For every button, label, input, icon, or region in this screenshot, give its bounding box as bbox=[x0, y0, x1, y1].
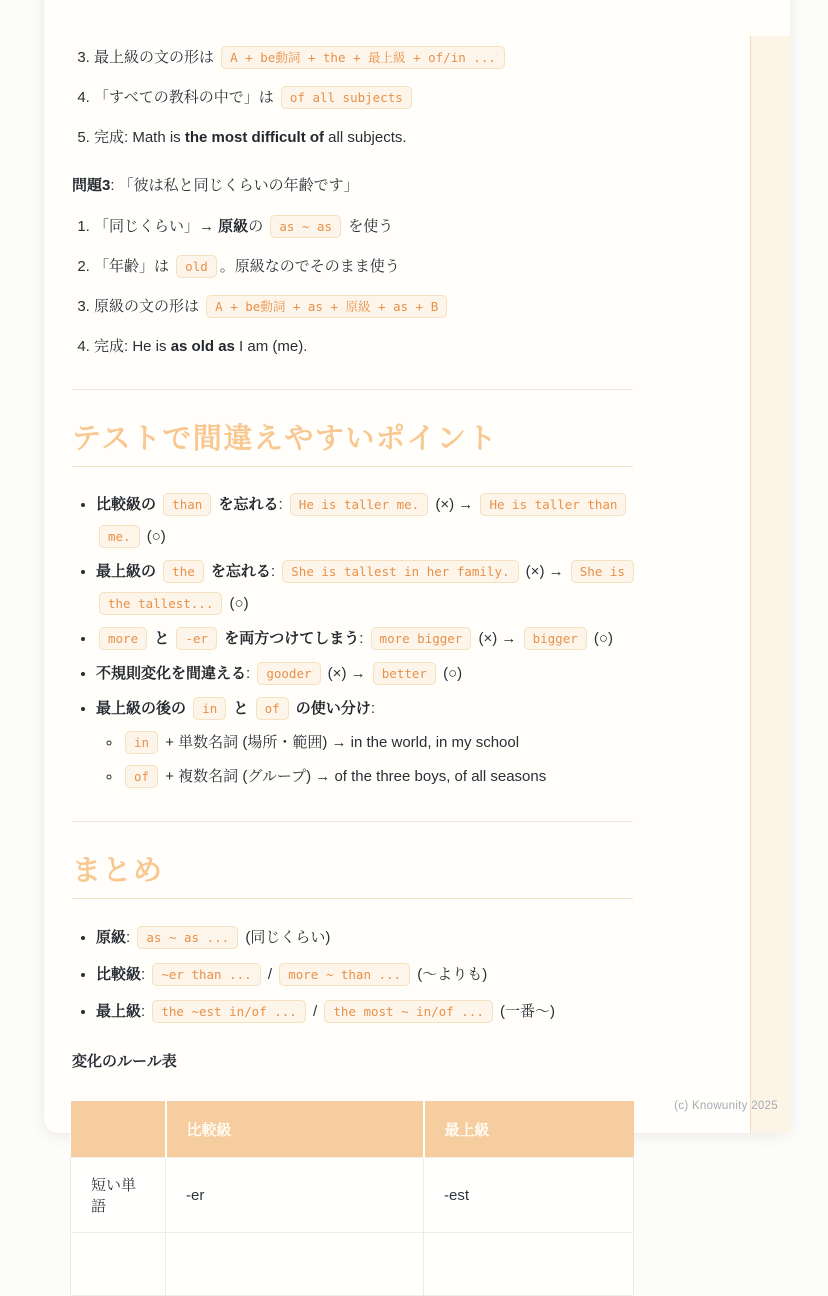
list-item bbox=[96, 921, 633, 954]
text-run: 。原級なのでそのまま使う bbox=[219, 258, 400, 275]
inline-code: more bbox=[99, 627, 147, 650]
inline-code: He is taller me. bbox=[290, 493, 428, 516]
inline-code: the bbox=[163, 560, 204, 583]
bold-text: を忘れる bbox=[206, 563, 271, 580]
bold-text: the most difficult of bbox=[184, 129, 325, 146]
text-run: (×) → bbox=[323, 665, 370, 682]
text-run: 完成: He is bbox=[94, 338, 171, 355]
text-run: : 「彼は私と同じくらいの年齢です」 bbox=[110, 177, 359, 194]
inline-code: A + be動詞 + the + 最上級 + of/in ... bbox=[221, 46, 505, 69]
text-run: (○) bbox=[438, 665, 463, 682]
bold-text: 原級 bbox=[218, 218, 249, 235]
mistakes-list bbox=[72, 489, 633, 793]
document-content bbox=[72, 0, 633, 1296]
table-header-cell bbox=[71, 1101, 166, 1158]
bold-text: 最上級の後の bbox=[96, 700, 191, 717]
bold-text: 原級 bbox=[96, 929, 127, 946]
text-run bbox=[96, 700, 375, 717]
inline-code: of all subjects bbox=[281, 86, 412, 109]
text-run: : bbox=[126, 929, 135, 946]
table-cell bbox=[166, 1233, 424, 1296]
bold-text: as old as bbox=[170, 338, 235, 355]
text-run: (〜よりも) bbox=[413, 966, 488, 983]
superlative-steps-list bbox=[72, 43, 633, 152]
bold-text: 最上級 bbox=[96, 1003, 142, 1020]
table-cell: 短い単語 bbox=[71, 1158, 166, 1233]
inline-code: -er bbox=[176, 627, 217, 650]
list-item bbox=[96, 489, 633, 553]
inline-code: A + be動詞 + as + 原級 + as + B bbox=[206, 295, 447, 318]
text-run: : bbox=[141, 966, 150, 983]
inline-code: the ~est in/of ... bbox=[152, 1000, 305, 1023]
list-item bbox=[96, 556, 633, 620]
inline-code: old bbox=[176, 255, 217, 278]
text-run: (○) bbox=[589, 630, 613, 647]
inline-code: in bbox=[125, 731, 158, 754]
positive-steps-list bbox=[72, 212, 633, 361]
problem3-label bbox=[72, 171, 633, 200]
section-title-summary: まとめ bbox=[72, 854, 633, 899]
text-run: all subjects. bbox=[324, 129, 407, 146]
text-run: 原級の文の形は bbox=[94, 298, 204, 315]
text-run: の bbox=[248, 218, 268, 235]
section-title-mistakes: テストで間違えやすいポイント bbox=[72, 422, 633, 467]
text-run: 「年齢」は bbox=[94, 258, 174, 275]
table-header-cell: 比較級 bbox=[166, 1101, 424, 1158]
text-run: (○) bbox=[225, 595, 249, 612]
inline-code: He is taller than me. bbox=[99, 493, 626, 548]
list-item bbox=[96, 995, 633, 1028]
text-run: 最上級の文の形は bbox=[94, 49, 219, 66]
inline-code: ~er than ... bbox=[152, 963, 260, 986]
table-cell bbox=[71, 1233, 166, 1296]
table-caption: 変化のルール表 bbox=[72, 1053, 177, 1070]
in-of-usage-sublist bbox=[96, 727, 633, 793]
conjugation-rules-table bbox=[70, 1101, 634, 1296]
section-divider bbox=[72, 821, 633, 822]
inline-code: of bbox=[256, 697, 289, 720]
bold-text: 不規則変化を間違える bbox=[96, 665, 247, 682]
text-run: (一番〜) bbox=[495, 1003, 556, 1020]
text-run: (○) bbox=[142, 528, 166, 545]
inline-code: more bigger bbox=[371, 627, 472, 650]
table-cell bbox=[424, 1233, 634, 1296]
table-row-partial bbox=[71, 1233, 634, 1296]
text-run: : bbox=[278, 496, 287, 513]
list-item bbox=[96, 693, 633, 793]
list-item bbox=[94, 212, 633, 241]
list-item bbox=[96, 623, 633, 655]
text-run: : bbox=[370, 700, 375, 717]
document-page[interactable] bbox=[44, 0, 790, 1215]
text-run: 「同じくらい」→ bbox=[94, 218, 219, 235]
text-run: : bbox=[141, 1003, 150, 1020]
bold-text: を両方つけてしまう bbox=[220, 630, 360, 647]
text-run: I am (me). bbox=[234, 338, 308, 355]
inline-code: better bbox=[373, 662, 436, 685]
inline-code: She is the tallest... bbox=[99, 560, 634, 615]
list-item bbox=[94, 252, 633, 281]
text-run: / bbox=[263, 966, 277, 983]
inline-code: bigger bbox=[524, 627, 587, 650]
text-run: : bbox=[270, 563, 280, 580]
table-header-row bbox=[71, 1101, 634, 1158]
list-item bbox=[96, 658, 633, 690]
list-item bbox=[94, 43, 633, 72]
inline-code: She is tallest in her family. bbox=[282, 560, 518, 583]
inline-code: in bbox=[193, 697, 226, 720]
list-item bbox=[122, 727, 633, 759]
text-run: + 単数名詞 (場所・範囲) → in the world, in my school bbox=[161, 734, 520, 751]
bold-text: 問題3 bbox=[72, 177, 111, 194]
bold-text: 比較級の bbox=[96, 496, 161, 513]
page-margin-strip bbox=[750, 36, 791, 1133]
section-divider bbox=[72, 389, 633, 390]
list-item bbox=[94, 123, 633, 152]
text-run: / bbox=[308, 1003, 322, 1020]
inline-code: as ~ as bbox=[270, 215, 341, 238]
list-item bbox=[94, 332, 633, 361]
inline-code: as ~ as ... bbox=[137, 926, 238, 949]
inline-code: of bbox=[125, 765, 158, 788]
bold-text: の使い分け bbox=[291, 700, 371, 717]
bold-text: 最上級の bbox=[96, 563, 161, 580]
list-item bbox=[122, 761, 633, 793]
bold-text: 比較級 bbox=[96, 966, 142, 983]
text-run: (×) → bbox=[521, 563, 568, 580]
table-row bbox=[71, 1158, 634, 1233]
text-run: (同じくらい) bbox=[241, 929, 331, 946]
text-run: 「すべての教科の中で」は bbox=[94, 89, 278, 106]
list-item bbox=[94, 292, 633, 321]
inline-code: more ~ than ... bbox=[279, 963, 410, 986]
bold-text: と bbox=[150, 630, 174, 647]
list-item bbox=[94, 83, 633, 112]
text-run: を使う bbox=[344, 218, 394, 235]
table-cell: -est bbox=[424, 1158, 634, 1233]
inline-code: the most ~ in/of ... bbox=[324, 1000, 493, 1023]
text-run: (×) → bbox=[474, 630, 521, 647]
text-run: (×) → bbox=[431, 496, 478, 513]
list-item bbox=[96, 958, 633, 991]
text-run: + 複数名詞 (グループ) → of the three boys, of all seasons bbox=[161, 768, 547, 785]
inline-code: gooder bbox=[257, 662, 320, 685]
text-run: : bbox=[246, 665, 255, 682]
bold-text: と bbox=[229, 700, 253, 717]
text-run: : bbox=[359, 630, 368, 647]
table-cell: -er bbox=[166, 1158, 424, 1233]
text-run: 完成: Math is bbox=[94, 129, 185, 146]
table-header-cell: 最上級 bbox=[424, 1101, 634, 1158]
summary-list bbox=[72, 921, 633, 1028]
inline-code: than bbox=[163, 493, 211, 516]
bold-text: を忘れる bbox=[214, 496, 279, 513]
copyright-watermark: (c) Knowunity 2025 bbox=[674, 1100, 778, 1112]
